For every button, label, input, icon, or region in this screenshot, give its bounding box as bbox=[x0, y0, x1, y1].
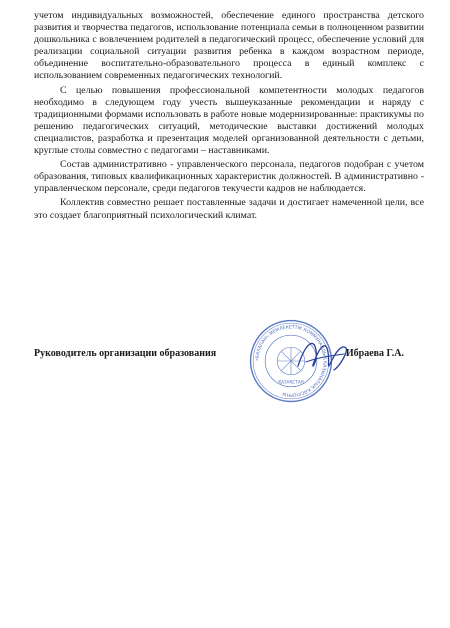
stamp-inner-text: ҚАЗАҚСТАН bbox=[278, 379, 304, 385]
signatory-title: Руководитель организации образования bbox=[34, 348, 217, 359]
paragraph-4: Коллектив совместно решает поставленные задачи и достигает намеченной цели, все это создает благоприятный психологический климат. bbox=[34, 197, 424, 221]
paragraph-3: Состав административно - управленческого персонала, педагогов подобран с учетом образования, типовых квалификационных характеристик должностей. В административно - управленческом персонале, среди педагогов текучести кадров не наблюдается. bbox=[34, 159, 424, 195]
paragraph-1: учетом индивидуальных возможностей, обеспечение единого пространства детского развития и творчества педагогов, использование потенциала семьи в полноценном развитии дошкольника с вовлечением родителей в педагогический процесс, обеспечение условий для реализации социальной ситуации развития ребенка в каждом возрастном периоде, объединение воспитательно-образовательного процесса в единый комплекс с использованием современных педагогических технологий. bbox=[34, 10, 424, 82]
paragraph-2: С целью повышения профессиональной компетентности молодых педагогов необходимо в следующем году учесть вышеуказанные рекомендации и наряду с традиционными формами использовать в работе новые модернизированные: практикумы по решению педагогических ситуаций, методические выставки достижений молодых специалистов, разработка и презентация моделей организованной деятельности с детьми, круглые столы совместно с педагогами – наставниками. bbox=[34, 84, 424, 157]
stamp-outer-text: «БАЛАПАН» МЕМЛЕКЕТТІК КОММУНАЛДЫҚ ҚАЗЫНАЛЫҚ КӘСІПОРНЫ bbox=[255, 325, 327, 397]
signatory-name: Ибраева Г.А. bbox=[345, 348, 404, 359]
signature-block bbox=[34, 348, 424, 368]
body-text bbox=[34, 10, 424, 224]
